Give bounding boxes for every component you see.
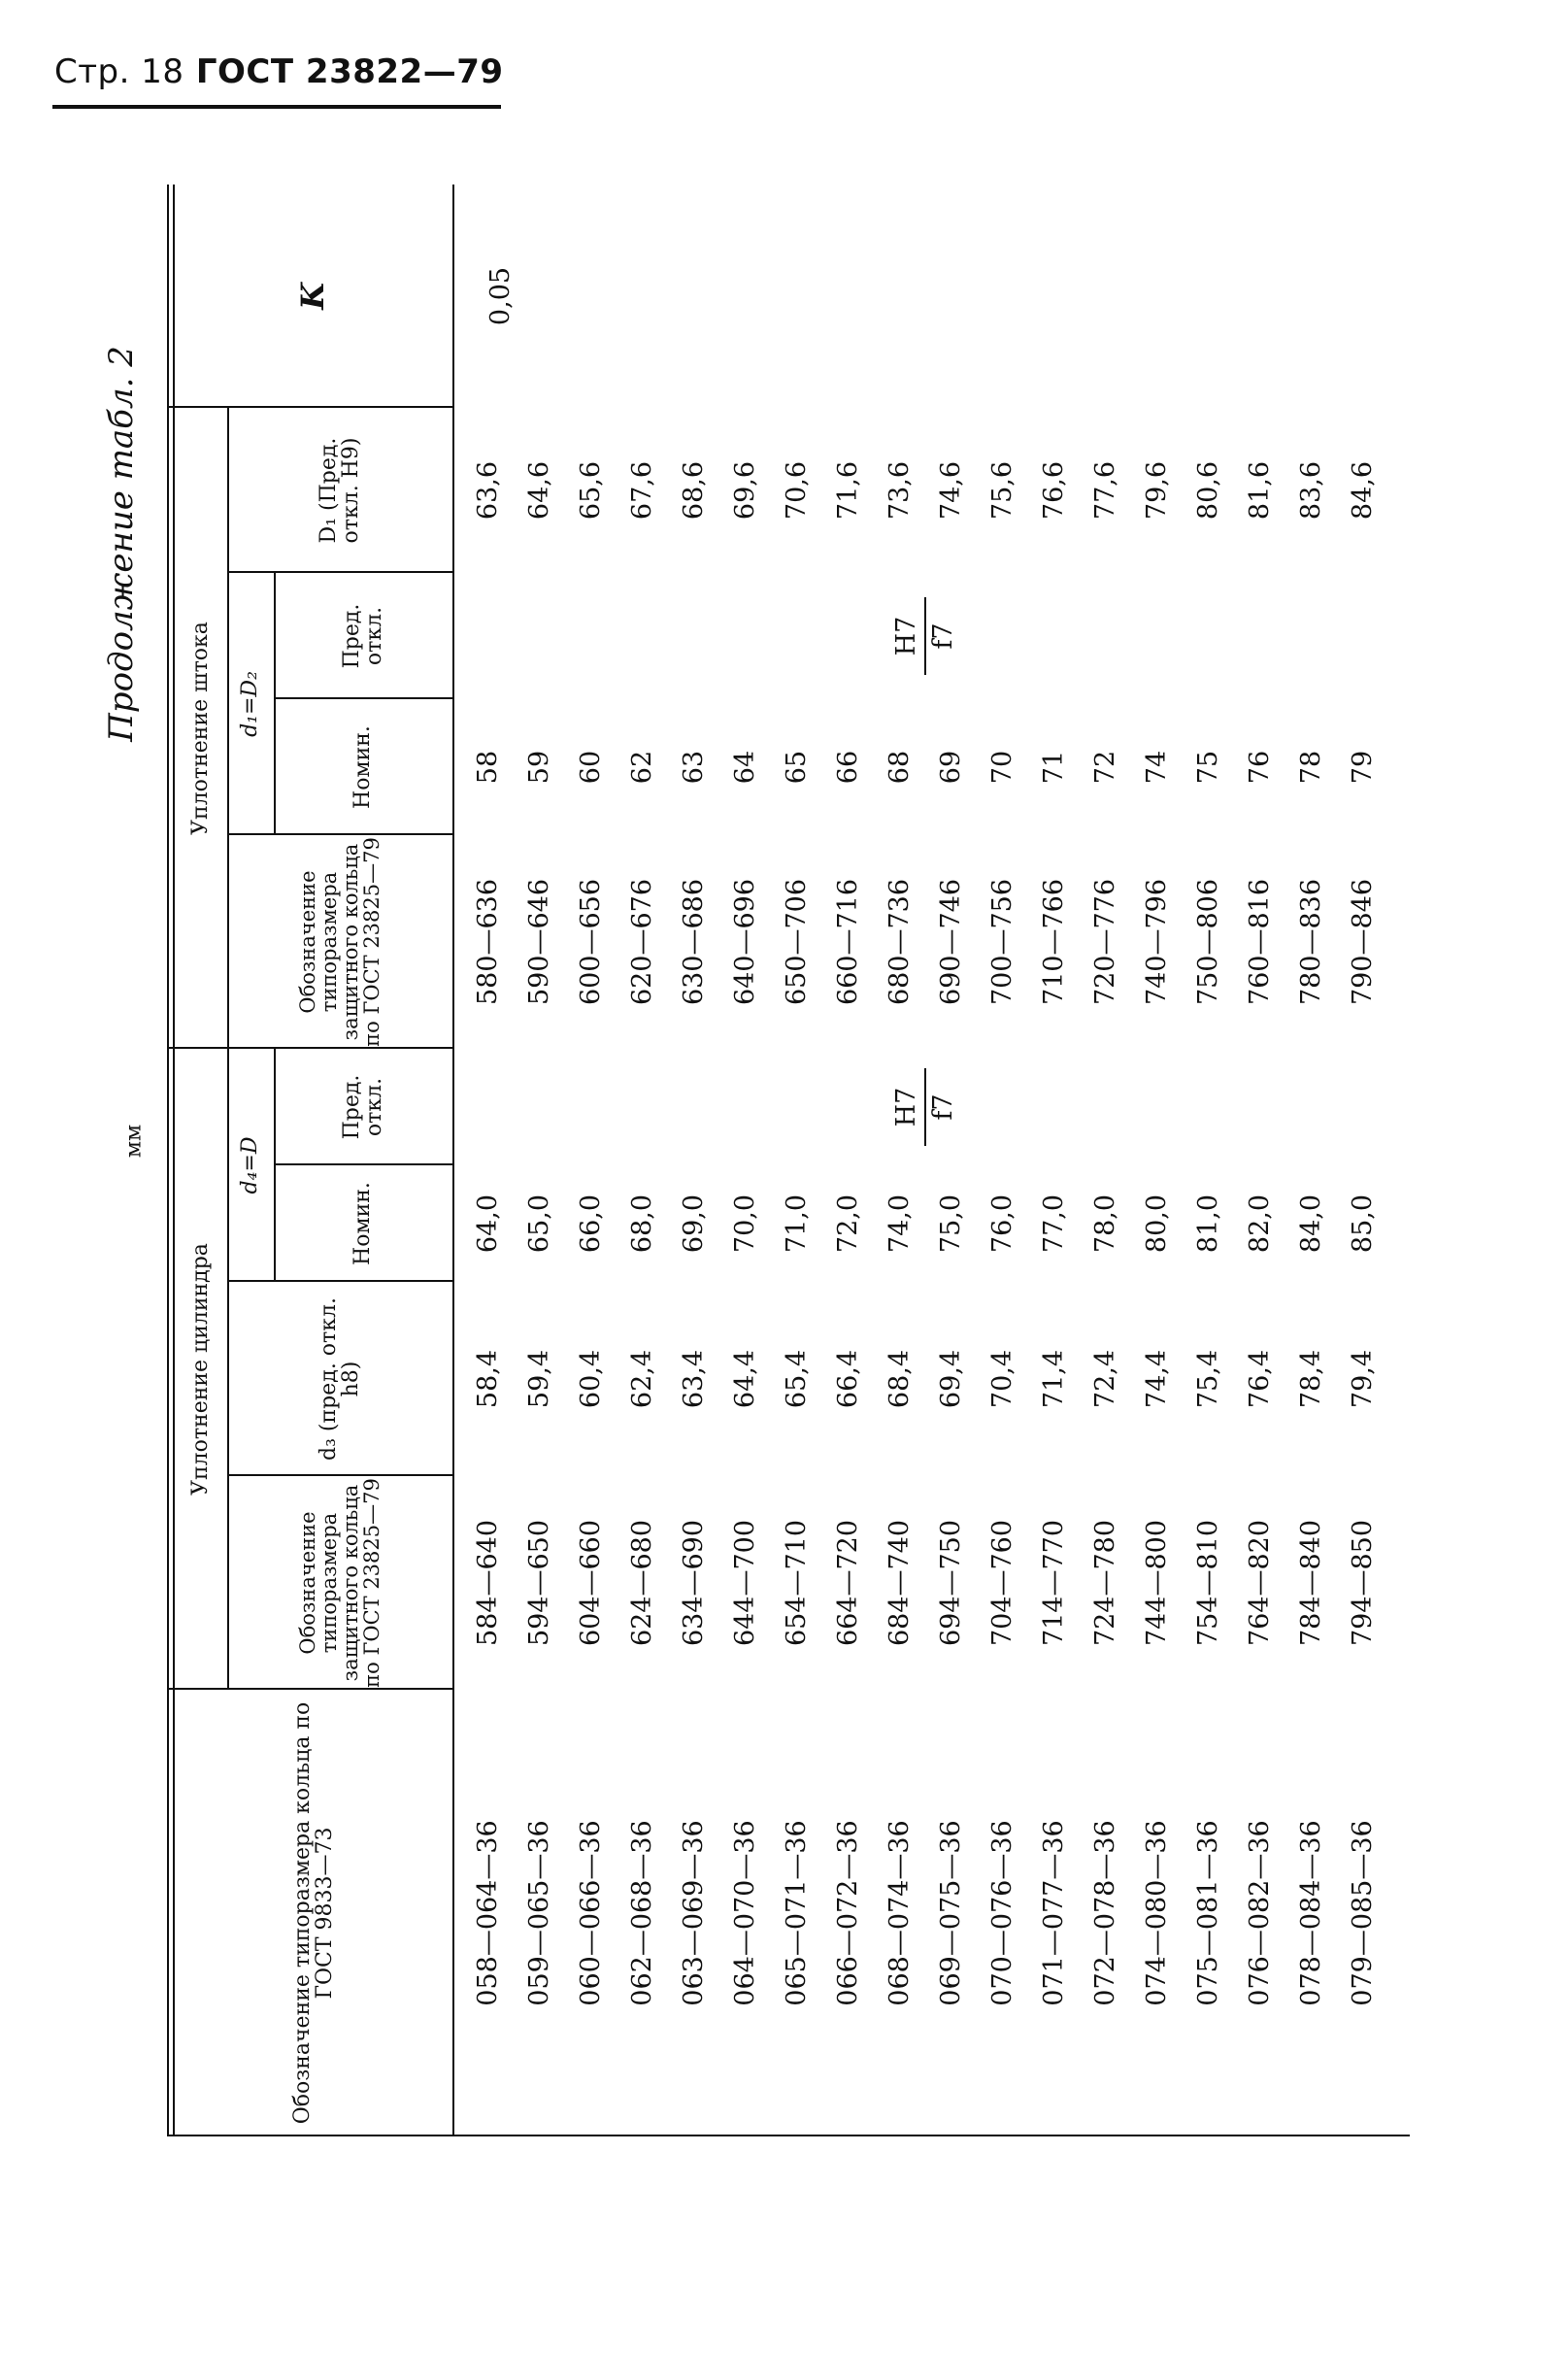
table-cell: 64,6 [524, 460, 554, 521]
table-cell: 70,6 [782, 460, 812, 521]
table-cell: 78 [1296, 750, 1326, 785]
table-cell: 76,0 [987, 1194, 1018, 1254]
page-header [54, 52, 504, 91]
table-cell: 680—736 [884, 878, 915, 1006]
header-rod-D1: D₁ (Пред. откл. H9) [316, 437, 363, 544]
table-cell: 710—766 [1039, 878, 1069, 1006]
table-cell: 075—081—36 [1193, 1820, 1223, 2006]
table-cell: 069—075—36 [936, 1820, 966, 2006]
table-cell: 65,0 [524, 1194, 554, 1254]
table-caption: Продолжение табл. 2 [102, 346, 141, 742]
table-cell: 74,4 [1142, 1349, 1172, 1409]
k-value: 0,05 [484, 266, 516, 326]
table-cell: 70,0 [730, 1194, 760, 1254]
table-cell: 650—706 [782, 878, 812, 1006]
table-cell: 66,4 [833, 1349, 863, 1409]
table-cell: 60,4 [576, 1349, 606, 1409]
rod-fit-cell [462, 573, 1388, 699]
table-cell: 79 [1348, 750, 1378, 785]
table-cell: 664—720 [833, 1519, 863, 1647]
col-rod-protective [462, 835, 1388, 1049]
table-cell: 580—636 [473, 878, 503, 1006]
table-cell: 65 [782, 750, 812, 785]
table-cell: 71 [1039, 750, 1069, 785]
col-ring [462, 1690, 1388, 2136]
table-cell: 64 [730, 750, 760, 785]
table-cell: 68,4 [884, 1349, 915, 1409]
table-cell: 072—078—36 [1090, 1820, 1120, 2006]
table-cell: 600—656 [576, 878, 606, 1006]
table-cell: 079—085—36 [1348, 1820, 1378, 2006]
table-cell: 63 [679, 750, 709, 785]
table-cell: 790—846 [1348, 878, 1378, 1006]
header-rod-group: Уплотнение штока [188, 622, 214, 835]
table-cell: 78,4 [1296, 1349, 1326, 1409]
table-cell: 82,0 [1245, 1194, 1275, 1254]
table-cell: 79,6 [1142, 460, 1172, 521]
table-cell: 68 [884, 750, 915, 785]
table-cell: 060—066—36 [576, 1820, 606, 2006]
header-rod-protective: Обозначение типоразмера защитного кольца по ГОСТ 23825—79 [295, 837, 384, 1047]
table-cell: 71,0 [782, 1194, 812, 1254]
table-cell: 784—840 [1296, 1519, 1326, 1647]
header-cyl-protective: Обозначение типоразмера защитного кольца по ГОСТ 23825—79 [295, 1478, 384, 1688]
table-cell: 744—800 [1142, 1519, 1172, 1647]
table-cell: 624—680 [627, 1519, 657, 1647]
table-cell: 714—770 [1039, 1519, 1069, 1647]
table-cell: 78,0 [1090, 1194, 1120, 1254]
table-cell: 794—850 [1348, 1519, 1378, 1647]
table-cell: 75,4 [1193, 1349, 1223, 1409]
table-cell: 80,0 [1142, 1194, 1172, 1254]
table-cell: 590—646 [524, 878, 554, 1006]
header-cyl-dev: Пред. откл. [339, 1074, 386, 1140]
table-cell: 79,4 [1348, 1349, 1378, 1409]
table-cell: 73,6 [884, 460, 915, 521]
table-cell: 63,4 [679, 1349, 709, 1409]
table-cell: 076—082—36 [1245, 1820, 1275, 2006]
table-cell: 68,0 [627, 1194, 657, 1254]
table-cell: 584—640 [473, 1519, 503, 1647]
table-cell: 76 [1245, 750, 1275, 785]
table-cell: 81,6 [1245, 460, 1275, 521]
header-cyl-d4: d₄=D [238, 1136, 263, 1194]
fit-lower: f7 [928, 622, 958, 650]
table-cell: 72,4 [1090, 1349, 1120, 1409]
table-cell: 58,4 [473, 1349, 503, 1409]
table-cell: 62 [627, 750, 657, 785]
table-cell: 84,6 [1348, 460, 1378, 521]
table-cell: 75,0 [936, 1194, 966, 1254]
table-cell: 69,4 [936, 1349, 966, 1409]
table-cell: 69,0 [679, 1194, 709, 1254]
table-cell: 750—806 [1193, 878, 1223, 1006]
table-cell: 644—700 [730, 1519, 760, 1647]
table-cell: 81,0 [1193, 1194, 1223, 1254]
table-cell: 67,6 [627, 460, 657, 521]
header-rod-dev: Пред. откл. [339, 603, 386, 669]
col-cyl-nom [462, 1165, 1388, 1282]
table-cell: 74,0 [884, 1194, 915, 1254]
table-cell: 64,0 [473, 1194, 503, 1254]
table-cell: 754—810 [1193, 1519, 1223, 1647]
col-cyl-d3 [462, 1282, 1388, 1476]
table-cell: 078—084—36 [1296, 1820, 1326, 2006]
table-cell: 640—696 [730, 878, 760, 1006]
header-cyl-nom: Номин. [350, 1182, 376, 1265]
table-cell: 634—690 [679, 1519, 709, 1647]
table-cell: 60 [576, 750, 606, 785]
table-cell: 058—064—36 [473, 1820, 503, 2006]
table-cell: 66,0 [576, 1194, 606, 1254]
header-cyl-d3: d₃ (пред. откл. h8) [316, 1297, 363, 1461]
rod-fit-fraction [890, 597, 958, 675]
table-cell: 75,6 [987, 460, 1018, 521]
table-cell: 72,0 [833, 1194, 863, 1254]
table-cell: 63,6 [473, 460, 503, 521]
table-cell: 059—065—36 [524, 1820, 554, 2006]
table-cell: 69,6 [730, 460, 760, 521]
table-cell: 65,4 [782, 1349, 812, 1409]
table-cell: 690—746 [936, 878, 966, 1006]
header-k: K [294, 283, 332, 310]
unit-label: мм [121, 1124, 147, 1159]
col-rod-D1 [462, 408, 1388, 573]
table-cell: 58 [473, 750, 503, 785]
table-cell: 62,4 [627, 1349, 657, 1409]
table-cell: 068—074—36 [884, 1820, 915, 2006]
table-cell: 71,4 [1039, 1349, 1069, 1409]
table-cell: 66 [833, 750, 863, 785]
rotated-table [167, 175, 1410, 2136]
table-cell: 720—776 [1090, 878, 1120, 1006]
table-cell: 70 [987, 750, 1018, 785]
table-cell: 694—750 [936, 1519, 966, 1647]
col-rod-nom [462, 699, 1388, 835]
fraction-bar [924, 1068, 926, 1146]
table-cell: 654—710 [782, 1519, 812, 1647]
standard-title: ГОСТ 23822—79 [195, 52, 504, 91]
header-rod-d1d2: d₁=D₂ [238, 671, 263, 737]
cyl-fit-cell [462, 1049, 1388, 1165]
page-number: Стр. 18 [54, 52, 184, 91]
table-cell: 780—836 [1296, 878, 1326, 1006]
table-cell: 59 [524, 750, 554, 785]
table-cell: 71,6 [833, 460, 863, 521]
table-cell: 764—820 [1245, 1519, 1275, 1647]
table-cell: 74 [1142, 750, 1172, 785]
table-cell: 620—676 [627, 878, 657, 1006]
table-cell: 68,6 [679, 460, 709, 521]
table-cell: 074—080—36 [1142, 1820, 1172, 2006]
data-table [167, 175, 1410, 2136]
table-cell: 065—071—36 [782, 1820, 812, 2006]
fit-upper: H7 [890, 1087, 921, 1127]
table-cell: 724—780 [1090, 1519, 1120, 1647]
table-cell: 80,6 [1193, 460, 1223, 521]
table-cell: 69 [936, 750, 966, 785]
table-cell: 76,6 [1039, 460, 1069, 521]
table-cell: 604—660 [576, 1519, 606, 1647]
table-cell: 72 [1090, 750, 1120, 785]
table-cell: 062—068—36 [627, 1820, 657, 2006]
table-cell: 660—716 [833, 878, 863, 1006]
table-cell: 84,0 [1296, 1194, 1326, 1254]
fraction-bar [924, 597, 926, 675]
table-cell: 070—076—36 [987, 1820, 1018, 2006]
table-cell: 83,6 [1296, 460, 1326, 521]
fit-lower: f7 [928, 1093, 958, 1121]
header-cylinder-group: Уплотнение цилиндра [188, 1243, 214, 1496]
table-cell: 704—760 [987, 1519, 1018, 1647]
table-cell: 70,4 [987, 1349, 1018, 1409]
table-cell: 76,4 [1245, 1349, 1275, 1409]
cyl-fit-fraction [890, 1068, 958, 1146]
header-rod-nom: Номин. [350, 725, 376, 809]
table-cell: 85,0 [1348, 1194, 1378, 1254]
fit-upper: H7 [890, 616, 921, 656]
table-cell: 59,4 [524, 1349, 554, 1409]
header-rule [52, 105, 501, 109]
table-cell: 594—650 [524, 1519, 554, 1647]
table-cell: 740—796 [1142, 878, 1172, 1006]
table-cell: 630—686 [679, 878, 709, 1006]
table-cell: 77,6 [1090, 460, 1120, 521]
table-cell: 65,6 [576, 460, 606, 521]
table-cell: 063—069—36 [679, 1820, 709, 2006]
header-ring-designation: Обозначение типоразмера кольца по ГОСТ 9833—73 [289, 1701, 337, 2125]
table-cell: 77,0 [1039, 1194, 1069, 1254]
table-cell: 071—077—36 [1039, 1820, 1069, 2006]
table-cell: 74,6 [936, 460, 966, 521]
table-cell: 75 [1193, 750, 1223, 785]
table-cell: 700—756 [987, 878, 1018, 1006]
table-cell: 760—816 [1245, 878, 1275, 1006]
col-cyl-protective [462, 1476, 1388, 1690]
table-cell: 066—072—36 [833, 1820, 863, 2006]
table-cell: 064—070—36 [730, 1820, 760, 2006]
table-cell: 684—740 [884, 1519, 915, 1647]
table-cell: 64,4 [730, 1349, 760, 1409]
